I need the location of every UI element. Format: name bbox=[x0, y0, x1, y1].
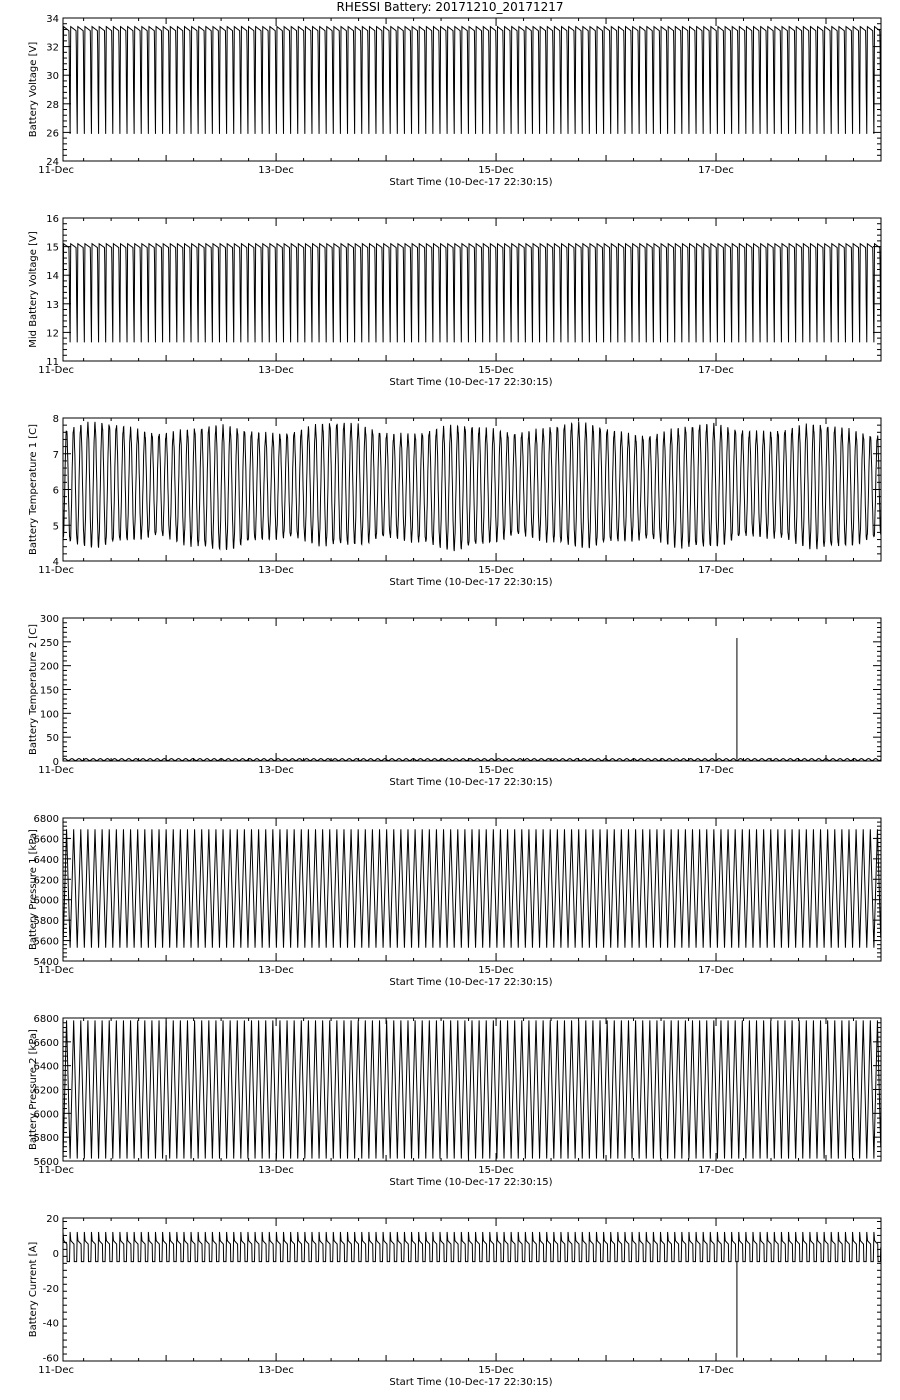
y-axis-label: Battery Voltage [V] bbox=[28, 41, 39, 138]
x-tick-label: 13-Dec bbox=[258, 165, 294, 176]
x-tick-label: 15-Dec bbox=[478, 365, 514, 376]
x-tick-label: 13-Dec bbox=[258, 1165, 294, 1176]
y-tick-label: 150 bbox=[39, 685, 59, 697]
y-tick-label: -40 bbox=[42, 1318, 59, 1330]
plot-frame bbox=[63, 218, 881, 361]
y-tick-label: 6400 bbox=[33, 854, 59, 866]
y-tick-label: -60 bbox=[42, 1353, 59, 1365]
chart-panel-4 bbox=[28, 614, 881, 788]
y-axis-label: Battery Pressure 1 [kPa] bbox=[28, 829, 39, 950]
chart-panel-7 bbox=[28, 1214, 881, 1388]
series-line bbox=[63, 421, 881, 551]
y-tick-label: 14 bbox=[46, 271, 59, 283]
chart-panel-1 bbox=[28, 14, 881, 188]
y-tick-label: 250 bbox=[39, 637, 59, 649]
x-axis-label: Start Time (10-Dec-17 22:30:15) bbox=[389, 1177, 553, 1188]
y-axis-label: Battery Current [A] bbox=[28, 1241, 39, 1338]
y-tick-label: 300 bbox=[39, 614, 59, 625]
x-axis-label: Start Time (10-Dec-17 22:30:15) bbox=[389, 977, 553, 988]
y-axis-label: Battery Temperature 1 [C] bbox=[28, 423, 39, 556]
x-tick-label: 11-Dec bbox=[38, 1165, 74, 1176]
y-tick-label: 6800 bbox=[33, 814, 59, 825]
x-tick-label: 17-Dec bbox=[698, 365, 734, 376]
y-tick-label: 4 bbox=[52, 557, 59, 568]
plot-frame bbox=[63, 18, 881, 161]
x-tick-label: 15-Dec bbox=[478, 965, 514, 976]
y-tick-label: 5400 bbox=[33, 957, 59, 968]
figure-title: RHESSI Battery: 20171210_20171217 bbox=[336, 0, 564, 14]
y-tick-label: 15 bbox=[46, 242, 59, 254]
x-tick-label: 13-Dec bbox=[258, 1365, 294, 1376]
x-tick-label: 15-Dec bbox=[478, 1165, 514, 1176]
y-tick-label: 5600 bbox=[33, 936, 59, 948]
x-axis-label: Start Time (10-Dec-17 22:30:15) bbox=[389, 177, 553, 188]
chart-panel-3 bbox=[28, 414, 881, 588]
x-tick-label: 13-Dec bbox=[258, 965, 294, 976]
x-tick-label: 13-Dec bbox=[258, 365, 294, 376]
y-tick-label: 8 bbox=[52, 414, 59, 425]
x-tick-label: 17-Dec bbox=[698, 1165, 734, 1176]
y-tick-label: 0 bbox=[52, 1248, 59, 1260]
x-tick-label: 17-Dec bbox=[698, 565, 734, 576]
y-tick-label: 6200 bbox=[33, 875, 59, 887]
y-tick-label: 50 bbox=[46, 733, 59, 745]
x-axis-label: Start Time (10-Dec-17 22:30:15) bbox=[389, 577, 553, 588]
x-tick-label: 17-Dec bbox=[698, 1365, 734, 1376]
y-tick-label: 6000 bbox=[33, 1109, 59, 1121]
y-tick-label: 28 bbox=[46, 99, 59, 111]
x-tick-label: 13-Dec bbox=[258, 565, 294, 576]
x-axis-label: Start Time (10-Dec-17 22:30:15) bbox=[389, 377, 553, 388]
y-tick-label: 6400 bbox=[33, 1061, 59, 1073]
x-tick-label: 11-Dec bbox=[38, 765, 74, 776]
x-axis-label: Start Time (10-Dec-17 22:30:15) bbox=[389, 777, 553, 788]
x-tick-label: 15-Dec bbox=[478, 565, 514, 576]
plot-frame bbox=[63, 1218, 881, 1361]
x-tick-label: 11-Dec bbox=[38, 365, 74, 376]
chart-panel-2 bbox=[28, 214, 881, 388]
y-tick-label: 5800 bbox=[33, 1133, 59, 1145]
y-tick-label: 32 bbox=[46, 42, 59, 54]
series-line bbox=[63, 244, 881, 343]
y-axis-label: Mid Battery Voltage [V] bbox=[28, 231, 39, 348]
x-tick-label: 11-Dec bbox=[38, 165, 74, 176]
x-axis-label: Start Time (10-Dec-17 22:30:15) bbox=[389, 1377, 553, 1388]
x-tick-label: 15-Dec bbox=[478, 165, 514, 176]
y-axis-label: Battery Temperature 2 [C] bbox=[28, 623, 39, 756]
y-tick-label: 200 bbox=[39, 661, 59, 673]
y-tick-label: 6 bbox=[52, 485, 59, 497]
x-tick-label: 15-Dec bbox=[478, 765, 514, 776]
y-tick-label: 30 bbox=[46, 71, 59, 83]
y-tick-label: 24 bbox=[46, 157, 59, 168]
y-tick-label: 11 bbox=[46, 357, 59, 368]
y-tick-label: 13 bbox=[46, 299, 59, 311]
series-line bbox=[63, 1232, 881, 1262]
x-tick-label: 15-Dec bbox=[478, 1365, 514, 1376]
y-tick-label: 16 bbox=[46, 214, 59, 225]
y-tick-label: 7 bbox=[52, 449, 59, 461]
y-tick-label: 100 bbox=[39, 709, 59, 721]
y-tick-label: 5800 bbox=[33, 916, 59, 928]
x-tick-label: 11-Dec bbox=[38, 965, 74, 976]
chart-panel-5 bbox=[28, 814, 881, 988]
y-tick-label: 6600 bbox=[33, 1037, 59, 1049]
y-tick-label: 6600 bbox=[33, 834, 59, 846]
x-tick-label: 17-Dec bbox=[698, 765, 734, 776]
plot-frame bbox=[63, 618, 881, 761]
x-tick-label: 11-Dec bbox=[38, 1365, 74, 1376]
y-axis-label: Battery Pressure 2 [kPa] bbox=[28, 1029, 39, 1150]
x-tick-label: 11-Dec bbox=[38, 565, 74, 576]
y-tick-label: 5600 bbox=[33, 1157, 59, 1168]
y-tick-label: 0 bbox=[52, 757, 59, 768]
y-tick-label: 34 bbox=[46, 14, 59, 25]
series-line bbox=[63, 1020, 881, 1158]
y-tick-label: 6200 bbox=[33, 1085, 59, 1097]
y-tick-label: 12 bbox=[46, 328, 59, 340]
y-tick-label: 20 bbox=[46, 1214, 59, 1225]
x-tick-label: 17-Dec bbox=[698, 165, 734, 176]
y-tick-label: 26 bbox=[46, 128, 59, 140]
series-line bbox=[63, 759, 881, 761]
y-tick-label: -20 bbox=[42, 1283, 59, 1295]
x-tick-label: 17-Dec bbox=[698, 965, 734, 976]
y-tick-label: 6800 bbox=[33, 1014, 59, 1025]
series-line bbox=[63, 27, 881, 134]
chart-panel-6 bbox=[28, 1014, 881, 1188]
y-tick-label: 5 bbox=[52, 521, 59, 533]
series-line bbox=[63, 829, 881, 947]
x-tick-label: 13-Dec bbox=[258, 765, 294, 776]
y-tick-label: 6000 bbox=[33, 895, 59, 907]
